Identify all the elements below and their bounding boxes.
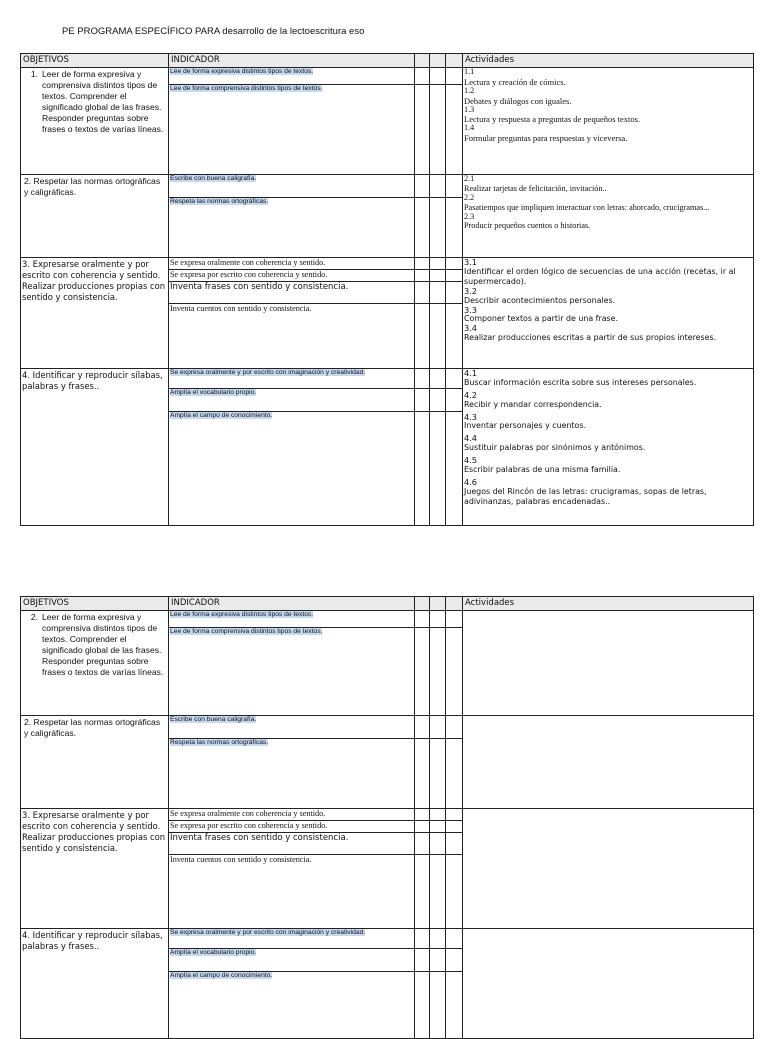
blank-cell <box>415 809 430 929</box>
indicador-item: Amplía el campo de conocimiento. <box>170 972 273 979</box>
actividades-cell-empty <box>463 611 754 716</box>
actividad-text: Juegos del Rincón de las letras: crucigramas, sopas de letras, adivinanzas, palabras encadenadas.. <box>464 486 707 506</box>
table-row <box>21 369 754 526</box>
header-blank-col <box>415 54 430 68</box>
actividad-text: Pasatiempos que impliquen interactuar con letras: ahorcado, crucigramas... <box>464 202 710 212</box>
actividad-text: Recibir y mandar correspondencia. <box>464 399 602 409</box>
actividad-text: Describir acontecimientos personales. <box>464 295 616 305</box>
objetivo-number: 1. <box>30 69 38 79</box>
header-indicador: INDICADOR <box>169 54 415 68</box>
indicador-item: Lee de forma expresiva distintos tipos de textos. <box>169 68 414 85</box>
indicador-item: Lee de forma expresiva distintos tipos de textos. <box>169 611 414 628</box>
actividad-text: Inventar personajes y cuentos. <box>464 421 586 431</box>
blank-cell <box>446 611 463 716</box>
objetivo-cell <box>21 929 169 1039</box>
indicador-cell <box>169 809 415 929</box>
blank-cell <box>446 175 463 258</box>
actividad-number: 3.3 <box>464 304 478 315</box>
objetivo-text: 4. Identificar y reproducir sílabas, palabras y frases.. <box>22 930 163 951</box>
header-blank-col <box>430 54 446 68</box>
actividades-cell <box>463 68 754 175</box>
actividad-text: Debates y diálogos con iguales. <box>464 95 572 106</box>
actividades-cell-empty <box>463 809 754 929</box>
blank-cell <box>430 809 446 929</box>
blank-cell <box>446 929 463 1039</box>
actividad-number: 4.6 <box>464 476 478 487</box>
objetivo-cell <box>21 258 169 369</box>
objetivo-cell <box>21 68 169 175</box>
actividad-text: Identificar el orden lógico de secuencias de una acción (recetas, ir al supermercado). <box>464 266 736 286</box>
actividad-number: 4.5 <box>464 455 478 466</box>
actividad-text: Realizar tarjetas de felicitación, invitación.. <box>464 183 607 193</box>
actividades-cell <box>463 175 754 258</box>
objetivo-text: 2. Respetar las normas ortográficas y caligráficas. <box>24 176 161 197</box>
objetivo-text: Leer de forma expresiva y comprensiva distintos tipos de textos. Comprender el significado global de las frases. Responder preguntas sobre frases o textos de varías líneas. <box>42 612 164 677</box>
actividad-number: 2.1 <box>464 174 475 183</box>
header-blank-col <box>446 54 463 68</box>
indicador-item: Inventa cuentos con sentido y consistencia. <box>170 304 312 313</box>
indicador-item: Se expresa por escrito con coherencia y sentido. <box>169 821 414 833</box>
table-row <box>21 809 754 929</box>
objetivo-cell <box>21 809 169 929</box>
indicador-item: Inventa cuentos con sentido y consistencia. <box>170 855 312 864</box>
actividad-number: 1.1 <box>464 67 475 76</box>
objetivo-cell <box>21 716 169 809</box>
blank-cell <box>446 68 463 175</box>
actividad-text: Componer textos a partir de una frase. <box>464 314 619 324</box>
indicador-item: Respeta las normas ortográficas. <box>170 739 269 746</box>
objetivo-text: 4. Identificar y reproducir sílabas, palabras y frases.. <box>22 370 163 391</box>
table-row <box>21 716 754 809</box>
header-objetivos: OBJETIVOS <box>21 54 169 68</box>
actividad-text: Escribir palabras de una misma familia. <box>464 464 621 474</box>
table-row <box>21 611 754 716</box>
indicador-cell <box>169 716 415 809</box>
indicador-cell <box>169 369 415 526</box>
indicador-item: Escribe con buena caligrafía. <box>169 175 414 198</box>
indicador-item: Escribe con buena caligrafía. <box>169 716 414 739</box>
actividad-number: 1.3 <box>464 104 475 114</box>
actividad-text: Lectura y respuesta a preguntas de pequeños textos. <box>464 114 641 125</box>
program-table-1 <box>20 53 754 526</box>
indicador-cell <box>169 929 415 1039</box>
objetivo-text: 3. Expresarse oralmente y por escrito con coherencia y sentido. Realizar producciones propias con sentido y consistencia. <box>22 810 166 853</box>
blank-cell <box>446 716 463 809</box>
indicador-item: Se expresa oralmente y por escrito con imaginación y creatividad. <box>169 929 414 949</box>
indicador-item: Se expresa oralmente con coherencia y sentido. <box>169 809 414 821</box>
header-actividades: Actividades <box>463 597 754 611</box>
indicador-item: Amplía el campo de conocimiento. <box>170 412 273 419</box>
indicador-cell <box>169 258 415 369</box>
objetivo-cell <box>21 369 169 526</box>
indicador-item: Amplía el vocabulario propio. <box>169 389 414 412</box>
actividad-number: 4.3 <box>464 411 478 422</box>
blank-cell <box>430 611 446 716</box>
objetivo-text: 2. Respetar las normas ortográficas y caligráficas. <box>24 717 161 738</box>
objetivo-cell <box>21 611 169 716</box>
blank-cell <box>430 369 446 526</box>
indicador-item: Respeta las normas ortográficas. <box>170 198 269 205</box>
actividad-number: 2.2 <box>464 192 475 202</box>
blank-cell <box>415 929 430 1039</box>
actividad-text: Lectura y creación de cómics. <box>464 76 566 87</box>
indicador-item: Se expresa por escrito con coherencia y sentido. <box>169 270 414 282</box>
header-blank-col <box>430 597 446 611</box>
actividad-number: 4.4 <box>464 433 478 444</box>
indicador-item: Inventa frases con sentido y consistencia. <box>169 833 414 855</box>
blank-cell <box>430 175 446 258</box>
header-indicador: INDICADOR <box>169 597 415 611</box>
blank-cell <box>430 929 446 1039</box>
blank-cell <box>415 369 430 526</box>
actividad-number: 3.4 <box>464 323 478 334</box>
actividad-number: 4.1 <box>464 368 478 378</box>
actividad-number: 3.1 <box>464 257 478 267</box>
blank-cell <box>430 258 446 369</box>
actividad-number: 4.2 <box>464 389 478 400</box>
header-blank-col <box>446 597 463 611</box>
objetivo-cell <box>21 175 169 258</box>
blank-cell <box>415 258 430 369</box>
blank-cell <box>415 611 430 716</box>
actividad-number: 2.3 <box>464 211 475 221</box>
actividad-text: Realizar producciones escritas a partir de sus propios intereses. <box>464 333 717 343</box>
actividad-number: 1.4 <box>464 123 475 133</box>
objetivo-text: 3. Expresarse oralmente y por escrito con coherencia y sentido. Realizar producciones propias con sentido y consistencia. <box>22 259 166 302</box>
actividad-text: Buscar información escrita sobre sus intereses personales. <box>464 377 697 387</box>
header-objetivos: OBJETIVOS <box>21 597 169 611</box>
actividades-cell-empty <box>463 929 754 1039</box>
actividad-number: 1.2 <box>464 85 475 95</box>
actividad-number: 3.2 <box>464 285 478 296</box>
actividad-text: Formular preguntas para respuestas y viceversa. <box>464 133 628 144</box>
indicador-cell <box>169 68 415 175</box>
header-blank-col <box>415 597 430 611</box>
actividad-text: Producir pequeños cuentos o historias. <box>464 221 591 231</box>
table-header-row <box>21 597 754 611</box>
blank-cell <box>415 716 430 809</box>
blank-cell <box>446 369 463 526</box>
blank-cell <box>430 68 446 175</box>
actividad-text: Sustituir palabras por sinónimos y antónimos. <box>464 443 646 453</box>
program-table-2 <box>20 596 754 1039</box>
blank-cell <box>446 809 463 929</box>
blank-cell <box>415 175 430 258</box>
objetivo-text: Leer de forma expresiva y comprensiva distintos tipos de textos. Comprender el significado global de las frases. Responder preguntas sobre frases o textos de varías líneas. <box>42 69 164 134</box>
indicador-item: Se expresa oralmente con coherencia y sentido. <box>169 258 414 270</box>
indicador-item: Lee de forma comprensiva distintos tipos de textos. <box>170 628 323 635</box>
actividades-cell <box>463 258 754 369</box>
objetivo-number: 2. <box>30 612 38 622</box>
table-header-row <box>21 54 754 68</box>
table-row <box>21 175 754 258</box>
indicador-cell <box>169 611 415 716</box>
table-row <box>21 258 754 369</box>
table-row <box>21 929 754 1039</box>
indicador-item: Amplía el vocabulario propio. <box>169 949 414 972</box>
document-title: PE PROGRAMA ESPECÍFICO PARA desarrollo de la lectoescritura eso <box>62 26 365 37</box>
table-row <box>21 68 754 175</box>
blank-cell <box>415 68 430 175</box>
indicador-cell <box>169 175 415 258</box>
indicador-item: Se expresa oralmente y por escrito con imaginación y creatividad. <box>169 369 414 389</box>
header-actividades: Actividades <box>463 54 754 68</box>
blank-cell <box>430 716 446 809</box>
blank-cell <box>446 258 463 369</box>
actividades-cell-empty <box>463 716 754 809</box>
indicador-item: Lee de forma comprensiva distintos tipos de textos. <box>170 85 323 92</box>
indicador-item: Inventa frases con sentido y consistencia. <box>169 282 414 304</box>
actividades-cell <box>463 369 754 526</box>
